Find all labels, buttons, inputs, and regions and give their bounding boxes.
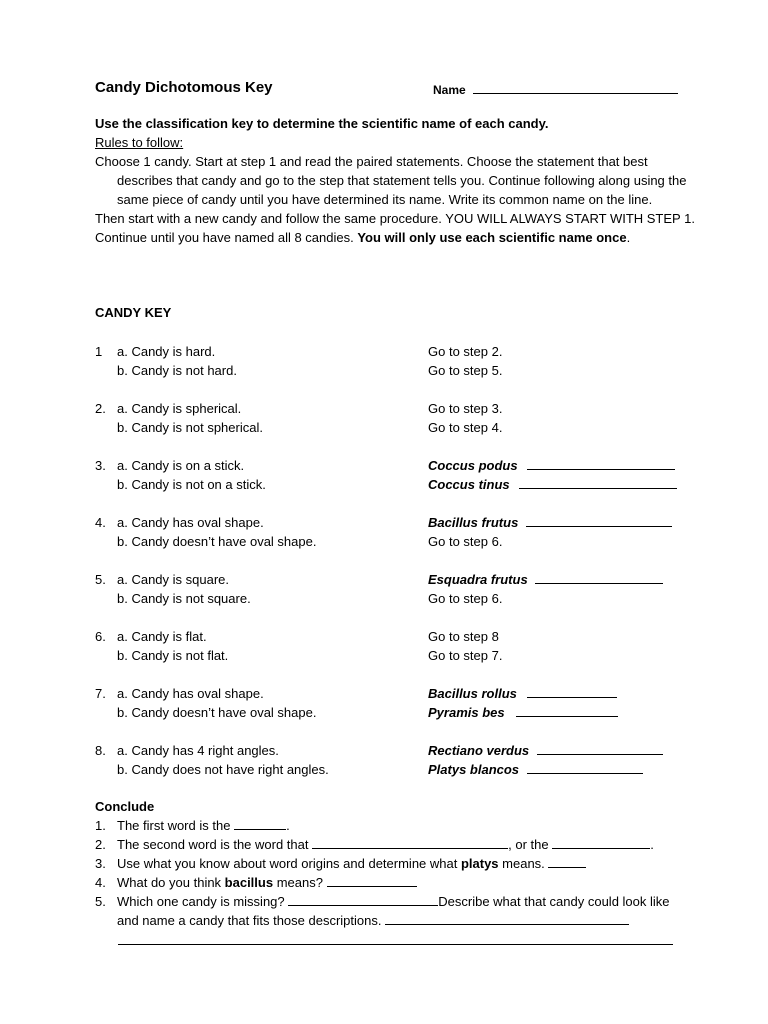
term-platys: platys: [460, 856, 499, 871]
result-a: Go to step 2.: [428, 344, 503, 359]
conclude-heading: Conclude: [95, 799, 155, 814]
result-b: [428, 703, 618, 722]
statement-b: b. Candy is not hard.: [117, 363, 237, 378]
conclude-question-3: [95, 854, 680, 873]
result-b: [428, 475, 677, 494]
answer-blank[interactable]: [519, 475, 677, 489]
step-number: 1: [95, 344, 103, 359]
answer-blank[interactable]: [527, 456, 675, 470]
result-a: Go to step 8: [428, 629, 499, 644]
question-number: 1.: [95, 818, 106, 833]
step-number: 5.: [95, 572, 106, 587]
scientific-name: Rectiano verdus: [428, 743, 530, 758]
result-a: [428, 570, 663, 589]
result-a: Go to step 3.: [428, 401, 503, 416]
rule-3-emphasis: You will only use each scientific name once: [357, 230, 627, 245]
instruction-text: Use the classification key to determine the scientific name of each candy.: [95, 116, 549, 131]
scientific-name: Bacillus rollus: [428, 686, 517, 701]
answer-blank[interactable]: [526, 513, 672, 527]
step-number: 8.: [95, 743, 106, 758]
scientific-name: Bacillus frutus: [428, 515, 519, 530]
statement-a: a. Candy is on a stick.: [117, 458, 245, 473]
statement-b: b. Candy is not spherical.: [117, 420, 263, 435]
scientific-name: Platys blancos: [428, 762, 520, 777]
answer-blank[interactable]: [537, 741, 663, 755]
rule-3-end: .: [626, 230, 631, 245]
rule-2: Then start with a new candy and follow the same procedure. YOU WILL ALWAYS START WITH STEP 1.: [95, 211, 695, 226]
answer-blank[interactable]: [527, 684, 617, 698]
statement-b: b. Candy is not square.: [117, 591, 251, 606]
question-text-2: means?: [273, 875, 323, 890]
statement-a: a. Candy is flat.: [117, 629, 207, 644]
statement-a: a. Candy is spherical.: [117, 401, 242, 416]
answer-blank[interactable]: [288, 892, 438, 906]
statement-b: b. Candy is not flat.: [117, 648, 229, 663]
conclude-question-4: [95, 873, 680, 892]
answer-blank[interactable]: [234, 816, 286, 830]
page-title: Candy Dichotomous Key: [95, 79, 273, 96]
statement-a: a. Candy is square.: [117, 572, 230, 587]
answer-blank[interactable]: [312, 835, 508, 849]
scientific-name: Coccus podus: [428, 458, 518, 473]
name-blank[interactable]: [473, 80, 678, 94]
question-number: 2.: [95, 837, 106, 852]
answer-blank[interactable]: [552, 835, 650, 849]
conclude-question-2: 2. The second word is the word that , or the .: [95, 837, 654, 852]
statement-b: b. Candy doesn’t have oval shape.: [117, 534, 317, 549]
name-label: Name: [433, 83, 466, 97]
key-step-5: [95, 570, 695, 610]
question-text-2: , or the: [508, 837, 549, 852]
question-text: The second word is the word that: [117, 837, 309, 852]
instructions: [95, 114, 695, 247]
statement-b: b. Candy does not have right angles.: [117, 762, 329, 777]
question-text: Which one candy is missing?: [117, 894, 285, 909]
statement-a: a. Candy has oval shape.: [117, 686, 264, 701]
conclude-question-5: [95, 892, 680, 930]
answer-blank[interactable]: [516, 703, 618, 717]
rule-1: Choose 1 candy. Start at step 1 and read the paired statements. Choose the statement that best describes that candy and go to the step that statement tells you. Continue following along using the same piece of candy until you have determined its name. Write its common name on the line.: [95, 154, 687, 207]
answer-blank[interactable]: [535, 570, 663, 584]
scientific-name: Coccus tinus: [428, 477, 510, 492]
result-a: [428, 513, 672, 532]
term-bacillus: bacillus: [224, 875, 274, 890]
conclude-section: [95, 797, 680, 930]
result-b: Go to step 4.: [428, 420, 503, 435]
result-b: [428, 760, 643, 779]
result-b: Go to step 5.: [428, 363, 503, 378]
question-text-2: Describe what that candy could look like and name a candy that fits those descriptions.: [117, 894, 670, 928]
result-b: Go to step 7.: [428, 648, 503, 663]
key-step-4: [95, 513, 695, 553]
question-text: The first word is the: [117, 818, 231, 833]
statement-b: b. Candy is not on a stick.: [117, 477, 266, 492]
question-text: What do you think: [117, 875, 225, 890]
answer-line[interactable]: [118, 944, 673, 945]
key-step-7: [95, 684, 695, 724]
key-step-3: [95, 456, 695, 496]
key-step-1: [95, 342, 695, 382]
statement-a: a. Candy has 4 right angles.: [117, 743, 279, 758]
scientific-name: Pyramis bes: [428, 705, 505, 720]
answer-blank[interactable]: [548, 854, 586, 868]
step-number: 2.: [95, 401, 106, 416]
statement-a: a. Candy has oval shape.: [117, 515, 264, 530]
result-b: Go to step 6.: [428, 534, 503, 549]
answer-blank[interactable]: [327, 873, 417, 887]
question-number: 5.: [95, 894, 106, 909]
result-b: Go to step 6.: [428, 591, 503, 606]
result-a: [428, 684, 617, 703]
question-text-2: means.: [498, 856, 545, 871]
rule-3: [95, 228, 695, 247]
rules-heading: Rules to follow:: [95, 135, 184, 150]
key-step-6: [95, 627, 695, 667]
conclude-question-1: 1. The first word is the .: [95, 818, 290, 833]
candy-key-heading: CANDY KEY: [95, 305, 172, 320]
answer-blank[interactable]: [385, 911, 629, 925]
rule-3-text: Continue until you have named all 8 candies.: [95, 230, 358, 245]
step-number: 6.: [95, 629, 106, 644]
result-a: [428, 741, 663, 760]
question-text: Use what you know about word origins and determine what: [117, 856, 461, 871]
result-a: [428, 456, 675, 475]
question-number: 3.: [95, 856, 106, 871]
step-number: 4.: [95, 515, 106, 530]
question-number: 4.: [95, 875, 106, 890]
name-field: [433, 80, 678, 100]
statement-a: a. Candy is hard.: [117, 344, 216, 359]
statement-b: b. Candy doesn’t have oval shape.: [117, 705, 317, 720]
step-number: 7.: [95, 686, 106, 701]
header: [95, 78, 680, 100]
answer-blank[interactable]: [527, 760, 643, 774]
scientific-name: Esquadra frutus: [428, 572, 528, 587]
step-number: 3.: [95, 458, 106, 473]
key-step-2: [95, 399, 695, 439]
key-step-8: [95, 741, 695, 781]
